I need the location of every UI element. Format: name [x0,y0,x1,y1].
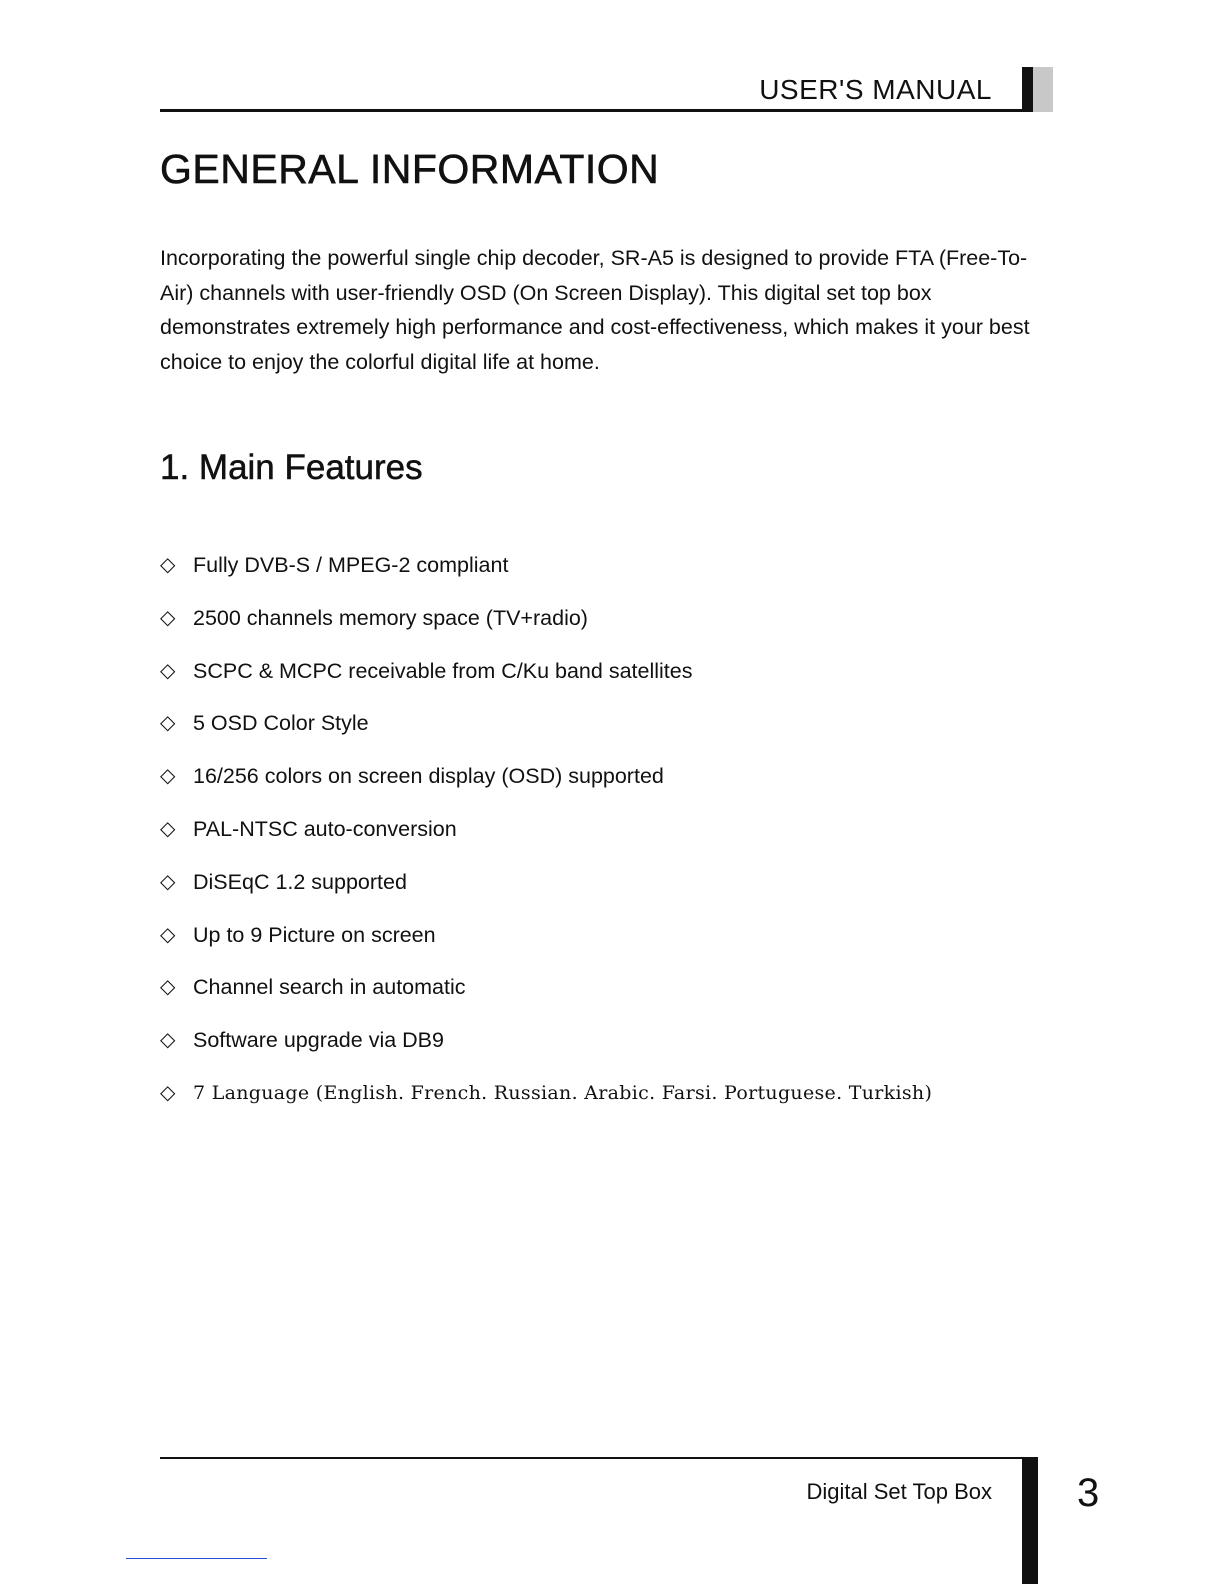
feature-list [160,548,932,1129]
feature-text: Software upgrade via DB9 [193,1028,444,1053]
diamond-bullet-icon: ◇ [160,1029,176,1052]
feature-text: 2500 channels memory space (TV+radio) [193,605,588,630]
running-header: USER'S MANUAL [759,74,992,105]
header-tab-shade [1033,67,1053,112]
diamond-bullet-icon: ◇ [160,870,176,893]
link-underline [126,1558,267,1559]
feature-text: 16/256 colors on screen display (OSD) supported [193,764,664,789]
feature-item [160,706,932,759]
header-tab-mark [1022,67,1033,112]
page-title: GENERAL INFORMATION [160,146,660,192]
feature-item [160,1076,932,1129]
diamond-bullet-icon: ◇ [160,765,176,788]
feature-item [160,918,932,971]
diamond-bullet-icon: ◇ [160,712,176,735]
diamond-bullet-icon: ◇ [160,659,176,682]
feature-item [160,1023,932,1076]
diamond-bullet-icon: ◇ [160,923,176,946]
footer-bar [1022,1457,1038,1584]
diamond-bullet-icon: ◇ [160,976,176,999]
feature-text: PAL-NTSC auto-conversion [193,816,457,841]
feature-item [160,812,932,865]
running-footer: Digital Set Top Box [806,1479,992,1504]
header-rule [160,109,1030,112]
footer-rule [160,1457,1022,1459]
feature-item [160,601,932,654]
intro-paragraph: Incorporating the powerful single chip decoder, SR-A5 is designed to provide FTA (Free-To-Air) channels with user-friendly OSD (On Screen Display). This digital set top box demonstrates extremely high performance and cost-effectiveness, which makes it your best choice to enjoy the colorful digital life at home. [160,246,1030,374]
feature-text: Fully DVB-S / MPEG-2 compliant [193,553,509,577]
feature-text: Channel search in automatic [193,975,466,1000]
feature-item [160,548,932,601]
feature-text: 7 Language (English. French. Russian. Arabic. Farsi. Portuguese. Turkish) [193,1081,933,1104]
diamond-bullet-icon: ◇ [160,606,176,629]
feature-text: DiSEqC 1.2 supported [193,869,407,894]
feature-text: 5 OSD Color Style [193,711,369,736]
feature-item [160,970,932,1023]
feature-item [160,654,932,707]
diamond-bullet-icon: ◇ [160,817,176,840]
feature-text: Up to 9 Picture on screen [193,922,436,947]
feature-text: SCPC & MCPC receivable from C/Ku band satellites [193,658,693,683]
page-number: 3 [1077,1471,1100,1515]
feature-item [160,759,932,812]
feature-item [160,865,932,918]
diamond-bullet-icon: ◇ [160,1081,176,1104]
section-heading: 1. Main Features [160,448,423,487]
diamond-bullet-icon: ◇ [160,554,176,576]
